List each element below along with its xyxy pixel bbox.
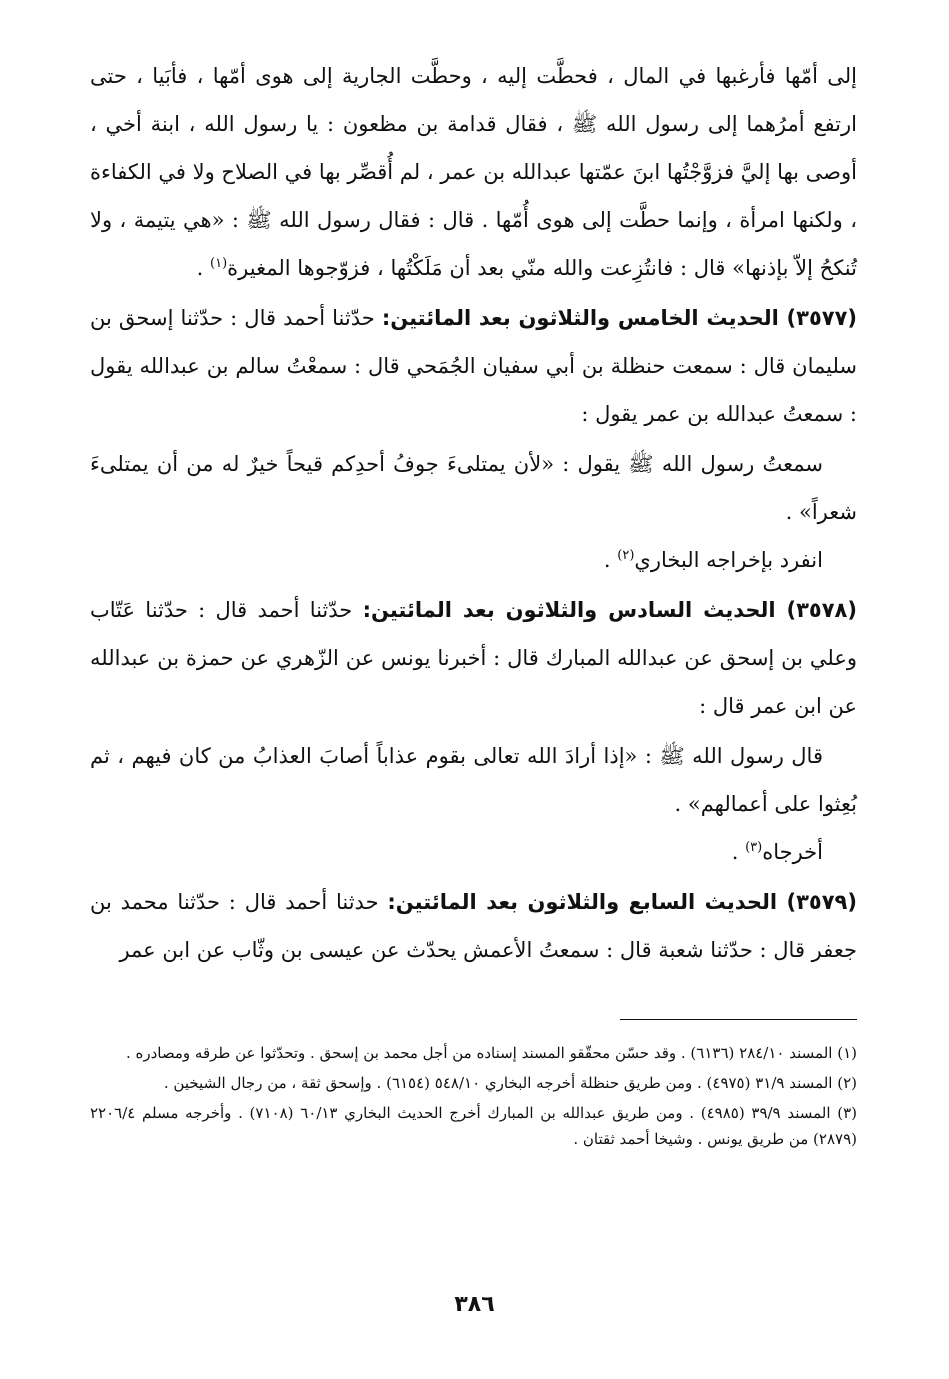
note-text: انفرد بإخراجه البخاري	[634, 548, 823, 572]
paragraph-text: إلى أمّها فأرغبها في المال ، فحطَّت إليه ، وحطَّت الجارية إلى هوى أمّها ، فأبَيا ، حتى ارتفع أمرُهما إلى رسول الله ﷺ ، فقال قدامة بن مظعون : يا رسول الله ، ابنة أخي ، أوصى بها إليَّ فزوَّجْتُها ابنَ عمّتها عبدالله بن عمر ، لم أُقصِّر بها في الصلاح ولا في الكفاءة ، ولكنها امرأة ، وإنما حطَّت إلى هوى أُمّها . قال : فقال رسول الله ﷺ : «هي يتيمة ، ولا تُنكحُ إلاّ بإذنها» قال : فانتُزِعت والله منّي بعد أن مَلَكْتُها ، فزوّجوها المغيرة	[90, 64, 857, 280]
footnote-ref-2: (٢)	[617, 548, 635, 563]
note-text: أخرجاه	[762, 840, 823, 864]
hadith-3577-chain: حدّثنا أحمد قال : حدّثنا إسحق بن سليمان قال : سمعت حنظلة بن أبي سفيان الجُمَحي قال : سمعْتُ سالم بن عبدالله يقول : سمعتُ عبدالله بن عمر يقول :	[90, 306, 857, 426]
footnote-3: (٣) المسند ٣٩/٩ (٤٩٨٥) . ومن طريق عبدالله بن المبارك أخرج الحديث البخاري ٦٠/١٣ (٧١٠٨) . وأخرجه مسلم ٢٢٠٦/٤ (٢٨٧٩) من طريق يونس . وشيخا أحمد ثقتان .	[90, 1104, 857, 1148]
footnote-ref-1: (١)	[210, 256, 228, 271]
hadith-3577-text: سمعتُ رسول الله ﷺ يقول : «لأن يمتلىءَ جوفُ أحدِكم قيحاً خيرٌ له من أن يمتلىءَ شعراً» .	[90, 452, 857, 524]
main-text	[90, 52, 857, 974]
footnote-1: (١) المسند ٢٨٤/١٠ (٦١٣٦) . وقد حسّن محقّقو المسند إسناده من أجل محمد بن إسحق . وتحدّثوا عن طرقه ومصادره .	[125, 1044, 857, 1062]
paragraph-end: .	[196, 256, 211, 280]
hadith-3577-isnad	[90, 294, 857, 438]
hadith-3577-note	[90, 536, 857, 584]
hadith-3578-heading: (٣٥٧٨) الحديث السادس والثلاثون بعد المائتين:	[362, 598, 857, 622]
paragraph-continuation	[90, 52, 857, 292]
hadith-3579-isnad	[90, 878, 857, 974]
hadith-3577-heading: (٣٥٧٧) الحديث الخامس والثلاثون بعد المائتين:	[381, 306, 858, 330]
page-number: ٣٨٦	[454, 1292, 495, 1317]
hadith-3578-text: قال رسول الله ﷺ : «إذا أرادَ الله تعالى بقوم عذاباً أصابَ العذابُ من كان فيهم ، ثم بُعِثوا على أعمالهم» .	[90, 744, 857, 816]
hadith-3579-chain: حدثنا أحمد قال : حدّثنا محمد بن جعفر قال : حدّثنا شعبة قال : سمعتُ الأعمش يحدّث عن عيسى بن وثّاب عن ابن عمر	[90, 890, 857, 962]
hadith-3578-isnad	[90, 586, 857, 730]
note-end: .	[603, 548, 618, 572]
hadith-3578-chain: حدّثنا أحمد قال : حدّثنا عَتّاب وعلي بن إسحق عن عبدالله المبارك قال : أخبرنا يونس عن الزّهري عن حمزة بن عبدالله عن ابن عمر قال :	[90, 598, 857, 718]
footnote-ref-3: (٣)	[745, 840, 763, 855]
footnote-2: (٢) المسند ٣١/٩ (٤٩٧٥) . ومن طريق حنظلة أخرجه البخاري ٥٤٨/١٠ (٦١٥٤) . وإسحق ثقة ، من رجال الشيخين .	[163, 1074, 857, 1092]
footnote-separator	[620, 1019, 857, 1020]
note-end: .	[731, 840, 746, 864]
footnotes	[90, 1040, 857, 1156]
hadith-3578-note	[90, 828, 857, 876]
hadith-3579-heading: (٣٥٧٩) الحديث السابع والثلاثون بعد المائتين:	[387, 890, 857, 914]
